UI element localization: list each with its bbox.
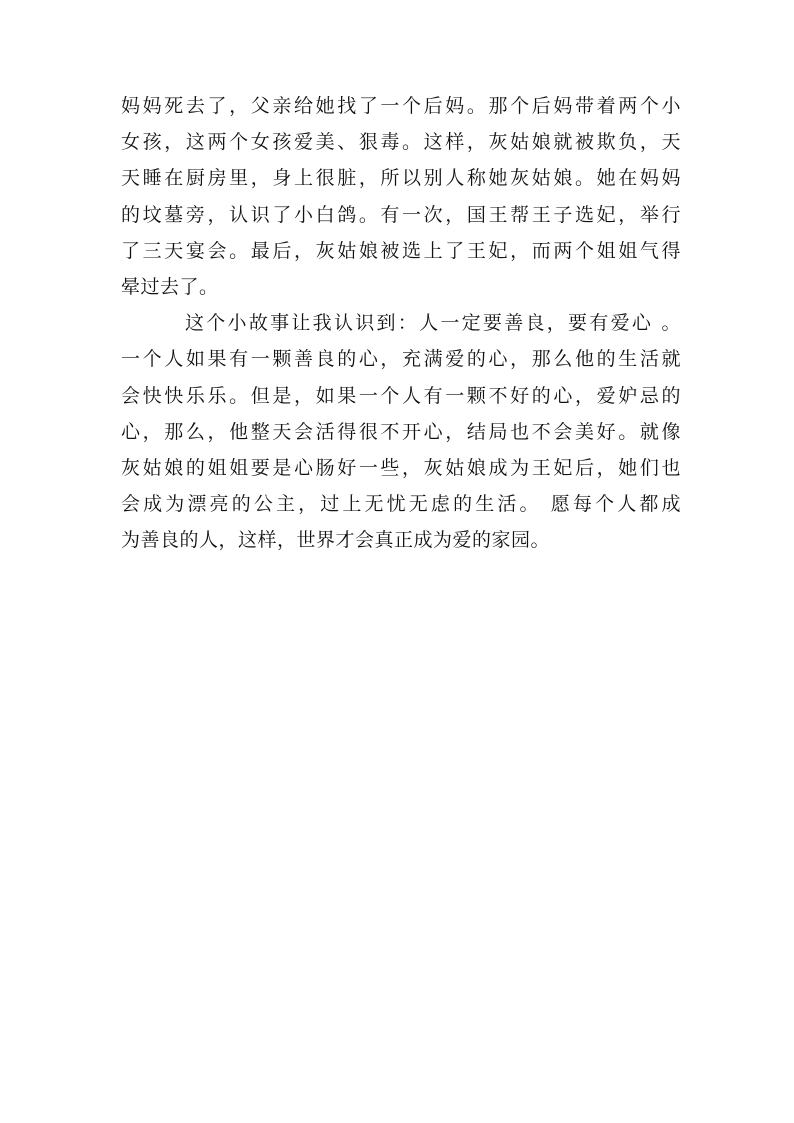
text-line: 心，那么，他整天会活得很不开心，结局也不会美好。就像 — [121, 420, 681, 443]
body-text — [121, 88, 681, 558]
text-line: 一个人如果有一颗善良的心，充满爱的心，那么他的生活就 — [121, 348, 681, 371]
text-line: 晕过去了。 — [121, 275, 219, 298]
text-line: 妈妈死去了，父亲给她找了一个后妈。那个后妈带着两个小 — [121, 95, 681, 117]
text-line: 灰姑娘的姐姐要是心肠好一些，灰姑娘成为王妃后，她们也 — [121, 456, 681, 479]
text-line: 了三天宴会。最后，灰姑娘被选上了王妃，而两个姐姐气得 — [121, 239, 681, 262]
text-line: 女孩，这两个女孩爱美、狠毒。这样，灰姑娘就被欺负，天 — [121, 131, 681, 154]
text-line: 的坟墓旁，认识了小白鸽。有一次，国王帮王子选妃，举行 — [121, 203, 681, 226]
text-line: 会快快乐乐。但是，如果一个人有一颗不好的心，爱妒忌的 — [121, 384, 681, 407]
text-line-indented: 这个小故事让我认识到：人一定要善良，要有爱心 。 — [185, 312, 681, 335]
text-line: 会成为漂亮的公主，过上无忧无虑的生活。 愿每个人都成 — [121, 493, 681, 516]
text-line: 为善良的人，这样，世界才会真正成为爱的家园。 — [121, 529, 551, 552]
text-line: 天睡在厨房里，身上很脏，所以别人称她灰姑娘。她在妈妈 — [121, 167, 681, 190]
